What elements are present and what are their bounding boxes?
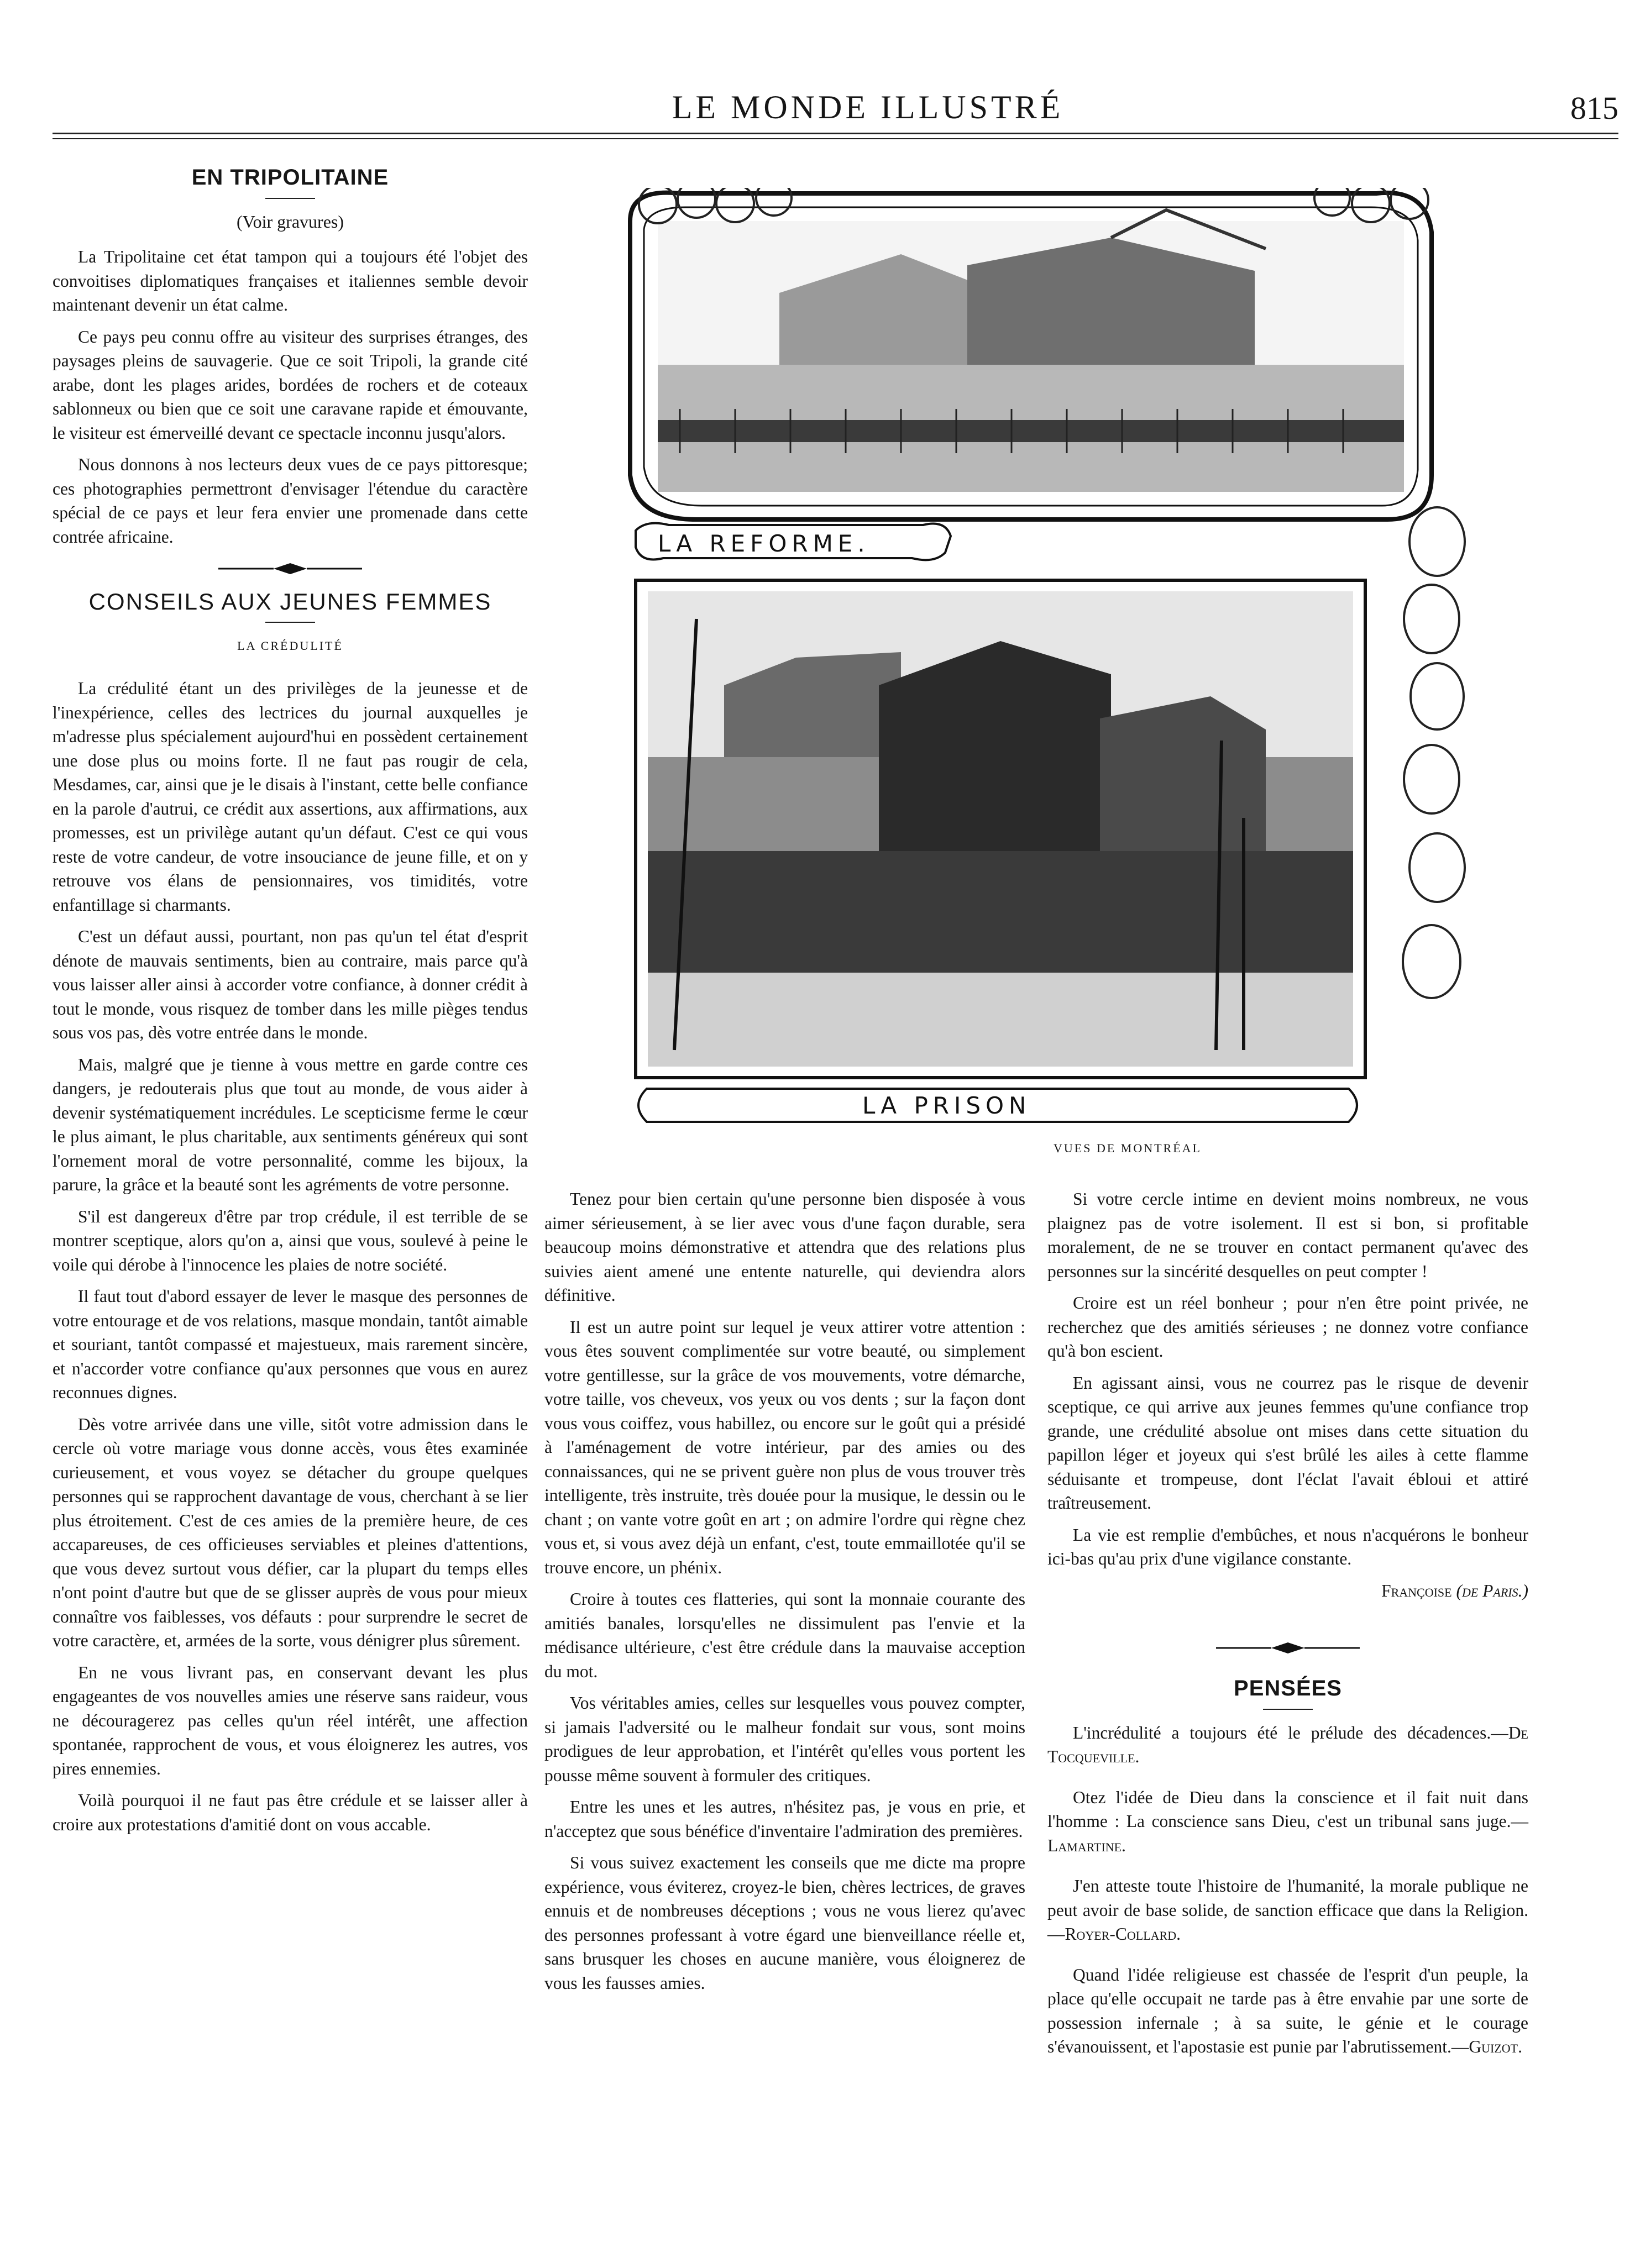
- ornament-divider-icon: [218, 562, 362, 575]
- illustration-vues-de-montreal: [614, 188, 1476, 1127]
- ornament-divider-icon: [1216, 1641, 1360, 1655]
- quote-author: Lamartine.: [1047, 1835, 1126, 1855]
- banner-la-reforme: LA REFORME.: [658, 530, 870, 557]
- quote: [1047, 1874, 1528, 1946]
- masthead: LE MONDE ILLUSTRÉ: [672, 89, 1064, 125]
- article-subtitle: LA CRÉDULITÉ: [237, 638, 343, 653]
- paragraph: S'il est dangereux d'être par trop crédule, il est terrible de se montrer sceptique, alors qu'on a, ainsi que vous, soulevé à peine le voile qui dérobe à l'innocence les plaies de notre société.: [53, 1206, 528, 1274]
- page-number: 815: [1570, 90, 1618, 126]
- article-signature: [1047, 1579, 1528, 1603]
- paragraph: La vie est remplie d'embûches, et nous n'acquérons le bonheur ici-bas qu'au prix d'une vigilance constante.: [1047, 1525, 1528, 1568]
- paragraph: Nous donnons à nos lecteurs deux vues de ce pays pittoresque; ces photographies permettront d'envisager l'étendue du caractère spécial de ce pays et leur fera envier une promenade dans cette contrée africaine.: [53, 455, 528, 547]
- paragraph: Vos véritables amies, celles sur lesquelles vous pouvez compter, si jamais l'adversité ou le malheur fondait sur vous, sont moins prodigues de leur approbation, et l'intérêt qu'elles vous portent les pousse même souvent à formuler des critiques.: [544, 1693, 1025, 1785]
- paragraph: Si vous suivez exactement les conseils que me dicte ma propre expérience, vous éviterez, croyez-le bien, chères lectrices, de graves ennuis et de nombreuses déceptions ; vous ne vous lierez qu'avec des personnes professant à votre égard une bienveillance réelle et, sans brusquer les choses en aucune manière, vous éloignerez de vous les fausses amies.: [544, 1853, 1025, 1993]
- paragraph: Ce pays peu connu offre au visiteur des surprises étranges, des paysages pleins de sauvagerie. Que ce soit Tripoli, la grande cité arabe, dont les plages arides, bordées de rochers et de coteaux sablonneux ou bien que ce soit une caravane rapide et émouvante, le visiteur est émerveillé devant ce spectacle inconnu jusqu'alors.: [53, 327, 528, 443]
- signature-place: (de Paris.): [1456, 1581, 1528, 1600]
- paragraph: Croire est un réel bonheur ; pour n'en être point privée, ne recherchez que des amitiés sérieuses ; ne donnez votre confiance qu'à bon escient.: [1047, 1293, 1528, 1361]
- paragraph: En ne vous livrant pas, en conservant devant les plus engageantes de vos nouvelles amies une réserve sans raideur, vous ne découragerez pas celles qu'un réel intérêt, une affection spontanée, rapprochent de vous, et vous éloignerez les autres, vos pires ennemies.: [53, 1662, 528, 1778]
- header-rule-thin: [53, 138, 1618, 139]
- paragraph: Il est un autre point sur lequel je veux attirer votre attention : vous êtes souvent complimentée sur votre beauté, ou simplement votre gentillesse, sur la grâce de vos mouvements, votre démarche, votre taille, vos cheveux, vos yeux ou vos dents ; sur la façon dont vous vous coiffez, vous habillez, ou encore sur le goût qui a présidé à l'aménagement de votre intérieur, par des amies ou des connaissances, qui ne se privent guère non plus de vous trouver très intelligente, très instruite, très douée pour la musique, le dessin ou le chant ; on vante votre goût en art ; on admire l'ordre qui règne chez vous et, si vous avez déjà un enfant, c'est, toute emmaillotée qu'il se trouve encore, un phénix.: [544, 1317, 1025, 1577]
- paragraph: Dès votre arrivée dans une ville, sitôt votre admission dans le cercle où votre mariage vous donne accès, vous êtes examinée curieusement, et vous voyez se détacher du groupe quelques personnes qui se rapprochent davantage de vous, cherchant à se lier plus étroitement. C'est de ces amies de la première heure, de ces accapareuses, de ces officieuses serviables et pleines d'attentions, que vous devez surtout vous défier, car la plupart du temps elles n'ont point d'autre but que de se glisser auprès de vous pour mieux connaître vos faiblesses, vos défauts : pour surprendre le secret de votre caractère, et, armées de la sorte, vous dénigrer plus sûrement.: [53, 1414, 528, 1650]
- middle-column: [544, 1187, 1025, 2003]
- signature-name: Françoise: [1381, 1581, 1452, 1600]
- banner-la-prison: LA PRISON: [862, 1092, 1031, 1119]
- header-rule: [53, 133, 1618, 134]
- paragraph: Mais, malgré que je tienne à vous mettre en garde contre ces dangers, je redouterais plus que tout au monde, de vous aider à devenir systématiquement incrédules. Le scepticisme ferme le cœur le plus aimant, le plus charitable, aux sentiments généreux qui sont l'ornement moral de votre personnalité, comme les bijoux, la parure, la grâce et la beauté sont les agréments de votre personne.: [53, 1054, 528, 1194]
- paragraph: Si votre cercle intime en devient moins nombreux, ne vous plaignez pas de votre isolement. Il est si bon, si profitable moralement, de ne se trouver en contact permanent qu'avec des personnes sur la sincérité desquelles on peut compter !: [1047, 1189, 1528, 1281]
- paragraph: Il faut tout d'abord essayer de lever le masque des personnes de votre entourage et de vos relations, masque mondain, tantôt aimable et souriant, tantôt compassé et majestueux, mais rarement sincère, et n'accorder votre confiance qu'aux personnes que vous en aurez reconnues dignes.: [53, 1287, 528, 1402]
- article-subtitle: (Voir gravures): [236, 211, 344, 232]
- paragraph: C'est un défaut aussi, pourtant, non pas qu'un tel état d'esprit dénote de mauvais sentiments, bien au contraire, mais parce qu'à vous laisser aller ainsi à accorder votre confiance, à donner crédit à tout le monde, vous risquez de tomber dans les mille pièges tendus sous vos pas, dès votre entrée dans le monde.: [53, 927, 528, 1042]
- paragraph: La Tripolitaine cet état tampon qui a toujours été l'objet des convoitises diplomatiques françaises et italiennes semble devoir maintenant devenir un état calme.: [53, 247, 528, 314]
- quote: [1047, 1786, 1528, 1858]
- quote: [1047, 1721, 1528, 1769]
- title-rule: [265, 198, 315, 199]
- quote-text: J'en atteste toute l'histoire de l'humanité, la morale publique ne peut avoir de base solide, de sanction efficace que dans la Religion.—: [1047, 1876, 1528, 1944]
- paragraph: Tenez pour bien certain qu'une personne bien disposée à vous aimer sérieusement, à se lier avec vous d'une façon durable, sera beaucoup moins démonstrative et attendra que des relations plus suivies aient amené une entente naturelle, qui deviendra alors définitive.: [544, 1189, 1025, 1305]
- left-column: [53, 160, 528, 1844]
- paragraph: Croire à toutes ces flatteries, qui sont la monnaie courante des amitiés banales, lorsqu'elles ne dissimulent pas l'envie et la médisance ultérieure, c'est être crédule dans la mauvaise acception du mot.: [544, 1589, 1025, 1681]
- quote: [1047, 1963, 1528, 2059]
- title-rule: [1263, 1709, 1313, 1710]
- quote-author: Guizot.: [1469, 2037, 1522, 2056]
- paragraph: Voilà pourquoi il ne faut pas être crédule et se laisser aller à croire aux protestations d'amitié dont on vous accable.: [53, 1791, 528, 1834]
- title-rule: [265, 622, 315, 623]
- paragraph: En agissant ainsi, vous ne courrez pas le risque de devenir sceptique, ce qui arrive aux jeunes femmes qu'une confiance trop grande, une crédulité absolue ont mises dans cette situation du papillon léger et joyeux qui s'est brûlé les ailes à cette flamme séduisante et trompeuse, dont l'éclat l'avait ébloui et attiré traîtreusement.: [1047, 1373, 1528, 1513]
- paragraph: Entre les unes et les autres, n'hésitez pas, je vous en prie, et n'acceptez que sous bénéfice d'inventaire l'admiration des premières.: [544, 1797, 1025, 1841]
- quote-author: De Tocqueville.: [1047, 1723, 1528, 1766]
- quote-text: Otez l'idée de Dieu dans la conscience et il fait nuit dans l'homme : La conscience sans Dieu, c'est un tribunal sans juge.—: [1047, 1787, 1528, 1831]
- illustration-caption: VUES DE MONTRÉAL: [1054, 1141, 1202, 1155]
- article-title-pensees: PENSÉES: [1234, 1676, 1342, 1700]
- quote-text: Quand l'idée religieuse est chassée de l'esprit d'un peuple, la place qu'elle occupait ne tarde pas à être envahie par une sorte de possession infernale ; à sa suite, le génie et le courage s'évanouissent, et l'apostasie est punie par l'abrutissement.—: [1047, 1965, 1528, 2056]
- quote-text: L'incrédulité a toujours été le prélude des décadences.—: [1073, 1723, 1508, 1742]
- right-column: [1047, 1187, 1528, 2076]
- quote-author: Royer-Collard.: [1065, 1924, 1181, 1944]
- paragraph: La crédulité étant un des privilèges de la jeunesse et de l'inexpérience, celles des lectrices du journal auxquelles je m'adresse plus spécialement aujourd'hui en possèdent certainement une dose plus ou moins forte. Il ne faut pas rougir de cela, Mesdames, car, ainsi que je le disais à l'instant, cette belle confiance en la parole d'autrui, ce crédit aux assertions, aux affirmations, aux promesses, est un privilège autant qu'un défaut. C'est ce qui vous reste de votre candeur, de votre insouciance de jeune fille, et on y retrouve vos élans de pensionnaires, vos timidités, votre enfantillage si charmants.: [53, 679, 528, 915]
- article-title-conseils: CONSEILS AUX JEUNES FEMMES: [88, 589, 492, 615]
- article-title-tripolitaine: EN TRIPOLITAINE: [191, 165, 389, 190]
